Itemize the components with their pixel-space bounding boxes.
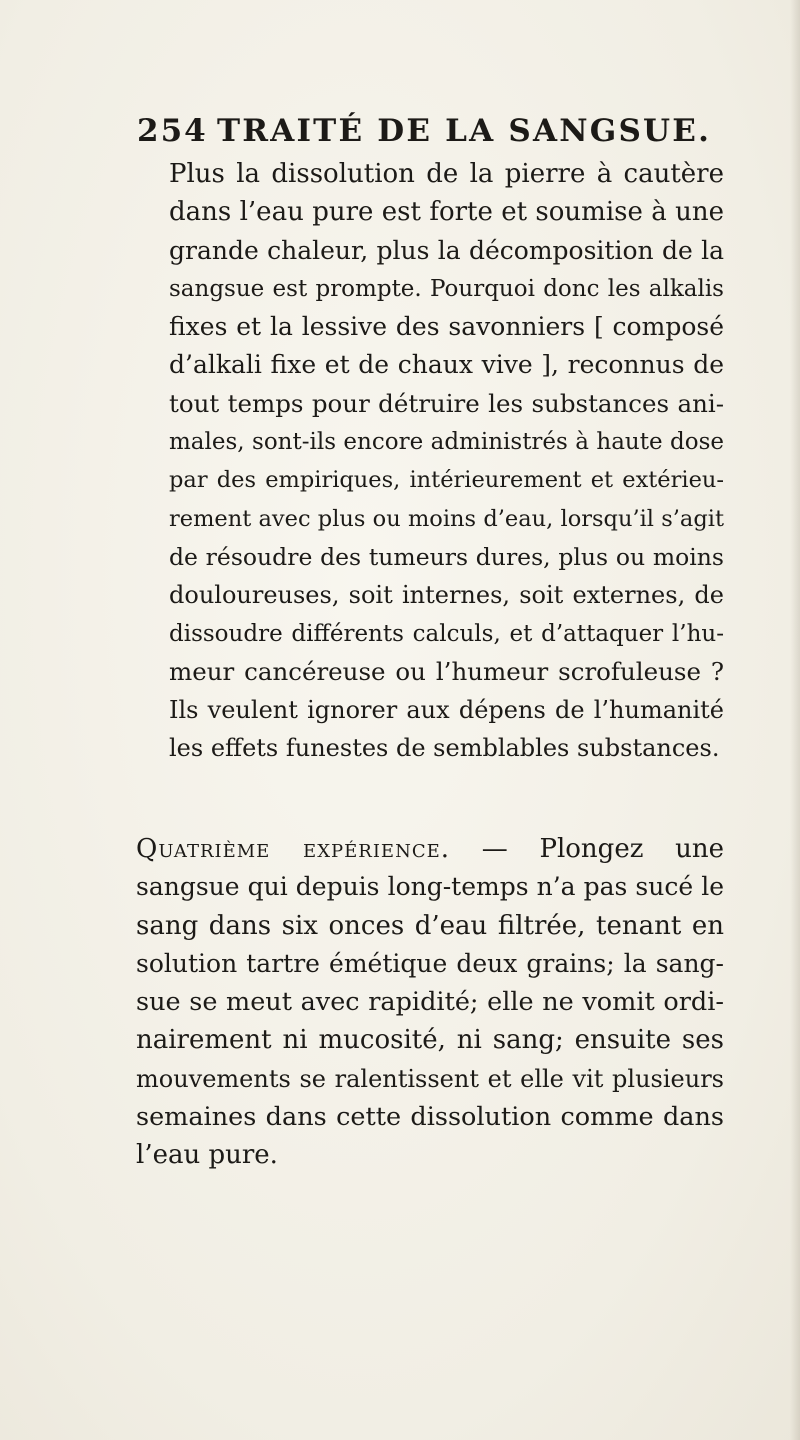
text-line: sue se meut avec rapidité; elle ne vomit ordi- [136,987,724,1018]
text-line [136,830,724,868]
text-line: mouvements se ralentissent et elle vit plusieurs [136,1064,724,1093]
text-line: douloureuses, soit internes, soit externes, de [169,581,724,610]
text-line: Ils veulent ignorer aux dépens de l’humanité [169,696,724,725]
text-line: dissoudre différents calculs, et d’attaquer l’hu- [169,620,724,647]
text-line: fixes et la lessive des savonniers [ composé [169,312,724,342]
paragraph-1 [136,155,724,768]
running-header [137,113,737,161]
running-title: TRAITÉ DE LA SANGSUE. [217,113,712,149]
text-line: grande chaleur, plus la décomposition de la [169,235,724,265]
page-number: 254 [137,113,208,149]
text-line: l’eau pure. [136,1140,278,1171]
text-fragment: Plongez une [539,834,725,864]
text-line: sangsue qui depuis long-temps n’a pas sucé le [136,872,724,902]
page-edge-shadow [790,0,800,1440]
text-line: les effets funestes de semblables substances. [169,734,720,763]
text-line: solution tartre émétique deux grains; la sang- [136,948,724,978]
em-dash: — [481,834,508,864]
text-line: dans l’eau pure est forte et soumise à une [169,197,724,228]
text-line: rement avec plus ou moins d’eau, lorsqu’il s’agit [169,505,724,532]
section-label: Quatrième expérience. [136,834,450,864]
text-line: par des empiriques, intérieurement et extérieu- [169,467,724,494]
text-line: sang dans six onces d’eau filtrée, tenant en [136,910,724,941]
text-line: Plus la dissolution de la pierre à cautère [169,159,724,189]
text-line: semaines dans cette dissolution comme dans [136,1102,724,1133]
text-line: meur cancéreuse ou l’humeur scrofuleuse ? [169,656,724,686]
text-line: de résoudre des tumeurs dures, plus ou moins [169,542,724,571]
text-line: nairement ni mucosité, ni sang; ensuite ses [136,1025,724,1056]
paragraph-2 [136,830,724,1175]
text-line: sangsue est prompte. Pourquoi donc les alkalis [169,275,724,302]
text-line: d’alkali fixe et de chaux vive ], reconnus de [169,350,724,380]
text-line: tout temps pour détruire les substances ani- [169,388,724,418]
text-line: males, sont-ils encore administrés à haute dose [169,429,724,456]
